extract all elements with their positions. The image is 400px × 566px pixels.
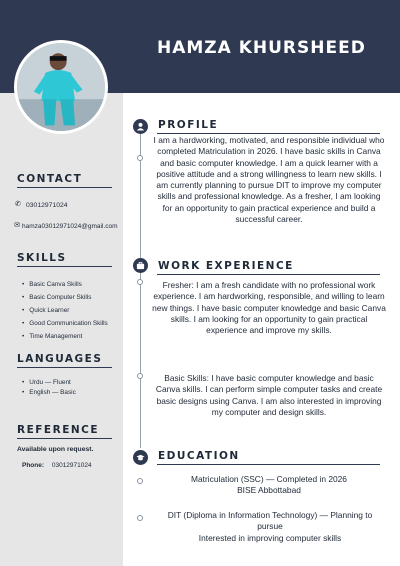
education-item-1-sub: BISE Abbottabad: [237, 485, 301, 496]
skills-divider: [17, 266, 112, 267]
experience-text-fresher: Fresher: I am a fresh candidate with no professional work experience. I am hardworking, responsible, and willing to learn new things. I have basic computer knowledge and basic Canva skills. I am looking for an opportunity to gain practical experience and improve my skills.: [152, 280, 386, 336]
skill-item: • Time Management: [22, 330, 108, 343]
profile-heading: PROFILE: [158, 119, 219, 131]
education-item-2-title: DIT (Diploma in Information Technology) — Planning to pursue: [167, 510, 373, 532]
contact-phone-row: [14, 201, 68, 209]
timeline-dot: [137, 373, 143, 379]
contact-email-row: [13, 222, 118, 230]
education-divider: [157, 464, 380, 465]
skill-item: • Basic Computer Skills: [22, 291, 108, 304]
languages-divider: [17, 367, 112, 368]
contact-email[interactable]: hamza03012971024@gmail.com: [22, 222, 118, 230]
education-heading: EDUCATION: [158, 450, 240, 462]
timeline-dot: [137, 279, 143, 285]
skill-item: • Quick Learner: [22, 304, 108, 317]
contact-heading: CONTACT: [17, 173, 83, 185]
profile-divider: [157, 133, 380, 134]
mail-icon: ✉: [14, 222, 20, 229]
skills-heading: SKILLS: [17, 252, 67, 264]
experience-text-skills: Basic Skills: I have basic computer knowledge and basic Canva skills. I can perform simple computer tasks and create basic designs using Canva. I am also interested in improving my computer and design skills.: [155, 373, 383, 417]
education-item-2: [157, 510, 383, 544]
contact-divider: [17, 187, 112, 188]
reference-phone-row: [22, 462, 92, 469]
reference-divider: [17, 438, 112, 439]
education-item-2-sub: Interested in improving computer skills: [198, 532, 342, 543]
phone-icon: ✆: [15, 201, 21, 208]
languages-heading: LANGUAGES: [17, 353, 103, 365]
graduation-cap-icon: [133, 450, 148, 465]
reference-phone-label: Phone:: [22, 462, 45, 469]
experience-divider: [157, 274, 380, 275]
experience-heading: WORK EXPERIENCE: [158, 260, 294, 272]
timeline-dot: [137, 155, 143, 161]
reference-note: Available upon request.: [17, 446, 94, 453]
reference-phone[interactable]: 03012971024: [51, 462, 92, 469]
skill-item: • Good Communication Skills: [22, 317, 108, 330]
languages-list: [22, 378, 76, 398]
candidate-name: HAMZA KHURSHEED: [157, 38, 366, 58]
language-item: • Urdu — Fluent: [22, 378, 76, 388]
contact-phone[interactable]: 03012971024: [26, 201, 68, 209]
skill-item: • Basic Canva Skills: [22, 278, 108, 291]
timeline-dot: [137, 478, 143, 484]
person-photo-illustration: [17, 43, 105, 131]
education-item-1-title: Matriculation (SSC) — Completed in 2026: [191, 474, 347, 484]
skills-list: [22, 278, 108, 343]
briefcase-icon: [133, 258, 148, 273]
education-item-1: [152, 474, 386, 497]
profile-text: I am a hardworking, motivated, and responsible individual who completed Matriculation in 2026. I have basic skills in Canva and basic computer knowledge. I am a quick learner with a positive attitude and a strong willingness to learn new skills. I am currently planning to pursue DIT to improve my computer skills and professional knowledge. As a fresher, I am looking for an opportunity to gain practical experience and build a successful career.: [153, 135, 385, 225]
profile-photo: [14, 40, 108, 134]
user-icon: [133, 119, 148, 134]
timeline-line: [140, 128, 141, 448]
reference-heading: REFERENCE: [17, 424, 100, 436]
language-item: • English — Basic: [22, 388, 76, 398]
timeline-dot: [137, 515, 143, 521]
